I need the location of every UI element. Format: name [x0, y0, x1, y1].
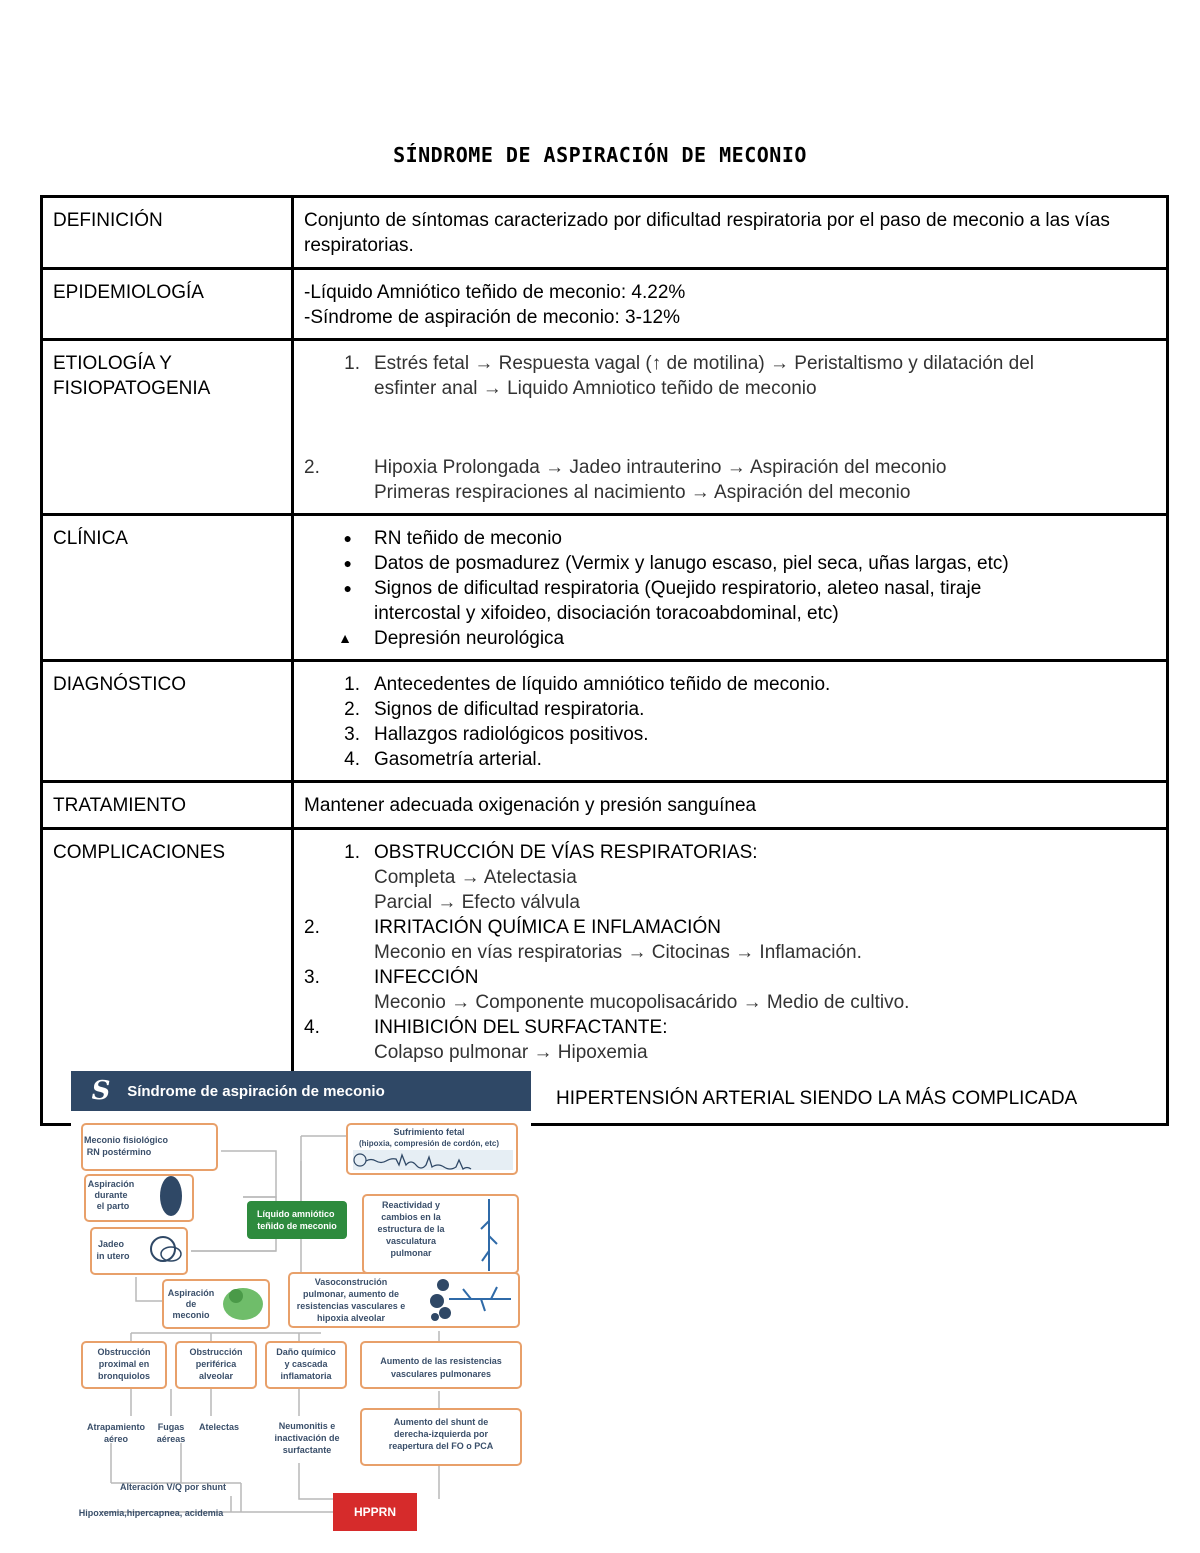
- node-line: Jadeo: [97, 1239, 125, 1249]
- node-line: Obstrucción: [97, 1347, 151, 1357]
- list-item: [304, 747, 1156, 772]
- epi-line: -Síndrome de aspiración de meconio: 3-12%: [304, 307, 680, 328]
- diagram-title: Síndrome de aspiración de meconio: [127, 1083, 385, 1100]
- list-item: [304, 551, 1156, 576]
- table-row: [42, 197, 1168, 269]
- clinical-cell: [293, 515, 1168, 661]
- node-line: pulmonar: [390, 1248, 432, 1258]
- node-line: Aspiración: [87, 1179, 135, 1189]
- node-line: Meconio fisiológico: [83, 1135, 169, 1145]
- item-line: Primeras respiraciones al nacimiento → Aspiración del meconio: [374, 482, 911, 503]
- table-row: [42, 515, 1168, 661]
- node-line: de: [185, 1299, 197, 1309]
- row-header: EPIDEMIOLOGÍA: [42, 269, 293, 340]
- node-line: in utero: [96, 1251, 130, 1261]
- item-number: 3.: [344, 724, 360, 745]
- node-line: Obstrucción: [189, 1347, 243, 1357]
- bullet-icon: ●: [343, 580, 352, 596]
- node-line: pulmonar, aumento de: [302, 1289, 400, 1299]
- node-label: Hipoxemia,hipercapnea, acidemia: [78, 1508, 224, 1518]
- flow-diagram: [71, 1071, 531, 1541]
- page-title: SÍNDROME DE ASPIRACIÓN DE MECONIO: [393, 143, 807, 167]
- item-number: 1.: [344, 353, 360, 374]
- item-title: INFECCIÓN: [374, 967, 479, 988]
- item-text: [374, 351, 1156, 401]
- item-text: RN teñido de meconio: [374, 528, 562, 549]
- item-number: 4.: [304, 1017, 320, 1038]
- triangle-bullet-icon: ▲: [338, 630, 352, 646]
- item-number: 1.: [344, 842, 360, 863]
- item-text: Gasometría arterial.: [374, 749, 542, 770]
- node-line: periférica: [195, 1359, 237, 1369]
- list-item: [304, 672, 1156, 697]
- item-number: 2.: [344, 699, 360, 720]
- item-title: OBSTRUCCIÓN DE VÍAS RESPIRATORIAS:: [374, 842, 758, 863]
- node-line: el parto: [96, 1201, 130, 1211]
- item-line: Signos de dificultad respiratoria (Quejido respiratorio, aleteo nasal, tiraje: [374, 578, 982, 599]
- table-row: [42, 782, 1168, 829]
- table-row: [42, 269, 1168, 340]
- item-number: 4.: [344, 749, 360, 770]
- node-label: Alteración V/Q por shunt: [119, 1482, 227, 1492]
- item-title: INHIBICIÓN DEL SURFACTANTE:: [374, 1017, 668, 1038]
- list-item: [304, 915, 1156, 940]
- list-item: [304, 722, 1156, 747]
- item-line: Estrés fetal → Respuesta vagal (↑ de motilina) → Peristaltismo y dilatación del: [374, 353, 1034, 374]
- list-item: [304, 965, 1156, 990]
- item-number: 2.: [304, 457, 320, 478]
- node-line: alveolar: [198, 1371, 234, 1381]
- definition-text: Conjunto de síntomas caracterizado por dificultad respiratoria por el paso de meconio a las vías respiratorias.: [293, 197, 1168, 269]
- node-line: vasculares pulmonares: [390, 1369, 492, 1379]
- node-line: resistencias vasculares e: [296, 1301, 406, 1311]
- node-line: Aspiración: [167, 1288, 215, 1298]
- lung-fetus-icon: [223, 1288, 263, 1320]
- node-line: y cascada: [284, 1359, 328, 1369]
- node-line: estructura de la: [377, 1224, 445, 1234]
- node-line: Fugas: [157, 1422, 185, 1432]
- bullet-icon: ●: [343, 530, 352, 546]
- item-text: Datos de posmadurez (Vermix y lanugo escaso, piel seca, uñas largas, etc): [374, 553, 1009, 574]
- node-label: Atelectas: [198, 1422, 240, 1432]
- node-line: Líquido amniótico: [256, 1209, 335, 1219]
- node-line: Daño químico: [276, 1347, 336, 1357]
- row-header: CLÍNICA: [42, 515, 293, 661]
- node-label: [276, 1347, 336, 1381]
- item-text: Depresión neurológica: [374, 628, 565, 649]
- row-header: DEFINICIÓN: [42, 197, 293, 269]
- item-detail: Colapso pulmonar → Hipoxemia: [374, 1042, 648, 1063]
- item-detail: Completa → Atelectasia: [374, 867, 577, 888]
- item-text: Signos de dificultad respiratoria.: [374, 699, 645, 720]
- item-line: esfinter anal → Liquido Amniotico teñido de meconio: [374, 378, 817, 399]
- diagnosis-cell: [293, 661, 1168, 782]
- item-text: [374, 576, 1156, 626]
- node-line: cambios en la: [381, 1212, 441, 1222]
- node-line: Aumento del shunt de: [393, 1417, 489, 1427]
- item-detail: Meconio → Componente mucopolisacárido → Medio de cultivo.: [374, 992, 910, 1013]
- node-line: meconio: [172, 1310, 210, 1320]
- row-header: COMPLICACIONES: [42, 829, 293, 1125]
- item-detail: Meconio en vías respiratorias → Citocinas → Inflamación.: [374, 942, 862, 963]
- node-line: derecha-izquierda por: [393, 1429, 489, 1439]
- node-line: Reactividad y: [381, 1200, 441, 1210]
- waveform-icon: [353, 1150, 513, 1170]
- table-row: [42, 340, 1168, 515]
- list-item: [304, 697, 1156, 722]
- list-item: [304, 526, 1156, 551]
- item-number: 2.: [304, 917, 320, 938]
- node-line: teñido de meconio: [257, 1221, 337, 1231]
- node-line: aéreas: [156, 1434, 186, 1444]
- row-header-line: FISIOPATOGENIA: [53, 378, 211, 399]
- item-number: 3.: [304, 967, 320, 988]
- node-label: [97, 1347, 150, 1381]
- node-line: surfactante: [282, 1445, 332, 1455]
- epi-line: -Líquido Amniótico teñido de meconio: 4.22%: [304, 282, 686, 303]
- row-header-line: ETIOLOGÍA Y: [53, 353, 172, 374]
- row-header: TRATAMIENTO: [42, 782, 293, 829]
- node-line: Sufrimiento fetal: [393, 1127, 465, 1137]
- complication-tail-text: HIPERTENSIÓN ARTERIAL SIENDO LA MÁS COMPLICADA: [556, 1088, 1078, 1109]
- node-line: inflamatoria: [280, 1371, 332, 1381]
- treatment-text: Mantener adecuada oxigenación y presión sanguínea: [293, 782, 1168, 829]
- node-line: hipoxia alveolar: [316, 1313, 386, 1323]
- list-item: [304, 1015, 1156, 1040]
- node-line: RN postérmino: [86, 1147, 152, 1157]
- item-text: Hallazgos radiológicos positivos.: [374, 724, 649, 745]
- row-header: [42, 340, 293, 515]
- etiology-cell: [293, 340, 1168, 515]
- item-text: [374, 455, 1156, 505]
- node-line: bronquiolos: [98, 1371, 150, 1381]
- node-label: HPPRN: [353, 1505, 397, 1519]
- list-item: [304, 626, 1156, 651]
- node-line: inactivación de: [274, 1433, 340, 1443]
- summary-table: [40, 195, 1169, 1126]
- item-number: 1.: [344, 674, 360, 695]
- node-line: vasculatura: [385, 1236, 437, 1246]
- node-line: Atrapamiento: [86, 1422, 146, 1432]
- epidemiology-cell: [293, 269, 1168, 340]
- bullet-icon: ●: [343, 555, 352, 571]
- logo-icon: S: [91, 1076, 111, 1106]
- node-line: reapertura del FO o PCA: [388, 1441, 494, 1451]
- table-row: [42, 661, 1168, 782]
- item-line: Hipoxia Prolongada → Jadeo intrauterino → Aspiración del meconio: [374, 457, 947, 478]
- list-item: [304, 351, 1156, 401]
- item-title: IRRITACIÓN QUÍMICA E INFLAMACIÓN: [374, 917, 721, 938]
- node-line: durante: [94, 1190, 128, 1200]
- node-line: Neumonitis e: [278, 1421, 336, 1431]
- node-line: proximal en: [98, 1359, 150, 1369]
- list-item: [304, 840, 1156, 865]
- node-line: (hipoxia, compresión de cordón, etc): [358, 1139, 500, 1148]
- row-header: DIAGNÓSTICO: [42, 661, 293, 782]
- list-item: [304, 455, 1156, 505]
- node-liquido-amniotico: [247, 1201, 347, 1239]
- list-item: [304, 576, 1156, 626]
- item-detail: Parcial → Efecto válvula: [374, 892, 580, 913]
- node-label: [274, 1421, 339, 1455]
- node-line: Aumento de las resistencias: [380, 1356, 502, 1366]
- node-line: aéreo: [103, 1434, 129, 1444]
- item-line: intercostal y xifoideo, disociación toracoabdominal, etc): [374, 603, 839, 624]
- node-label: [389, 1417, 494, 1451]
- node-line: Vasoconstrución: [314, 1277, 388, 1287]
- item-text: Antecedentes de líquido amniótico teñido de meconio.: [374, 674, 831, 695]
